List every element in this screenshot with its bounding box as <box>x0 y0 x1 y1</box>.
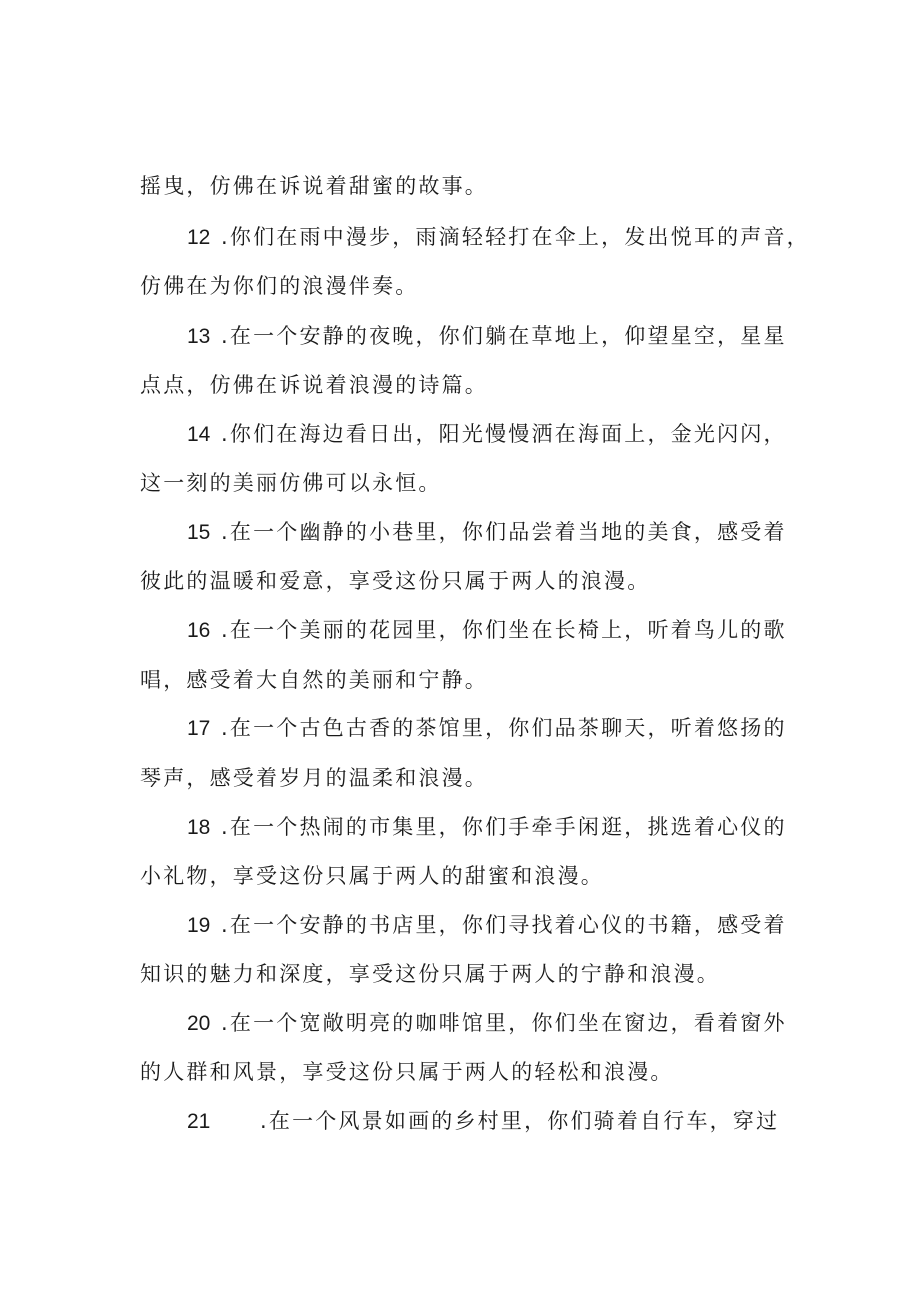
item-number: 21 <box>187 1110 211 1133</box>
line-text: 知识的魅力和深度，享受这份只属于两人的宁静和浪漫。 <box>140 962 720 986</box>
line-text: .在一个安静的夜晚，你们躺在草地上，仰望星空，星星 <box>221 324 787 348</box>
line-text: 仿佛在为你们的浪漫伴奏。 <box>140 274 419 298</box>
paragraph-12-continuation <box>140 276 418 297</box>
item-number: 16 <box>187 619 211 642</box>
paragraph-19 <box>187 915 787 936</box>
paragraph-15 <box>187 522 787 543</box>
paragraph-14-continuation <box>140 473 442 494</box>
line-text: 小礼物，享受这份只属于两人的甜蜜和浪漫。 <box>140 864 604 888</box>
paragraph-17 <box>187 718 787 739</box>
line-text: .在一个风景如画的乡村里，你们骑着自行车，穿过 <box>260 1109 780 1133</box>
paragraph-11-continuation <box>140 176 488 197</box>
line-text: 的人群和风景，享受这份只属于两人的轻松和浪漫。 <box>140 1060 674 1084</box>
line-text: 这一刻的美丽仿佛可以永恒。 <box>140 471 442 495</box>
line-text: .在一个古色古香的茶馆里，你们品茶聊天，听着悠扬的 <box>221 716 787 740</box>
line-text: .你们在海边看日出，阳光慢慢洒在海面上，金光闪闪， <box>221 422 787 446</box>
paragraph-15-continuation <box>140 571 650 592</box>
paragraph-17-continuation <box>140 768 488 789</box>
paragraph-18 <box>187 817 787 838</box>
paragraph-19-continuation <box>140 964 720 985</box>
paragraph-14 <box>187 424 787 445</box>
line-text: .在一个热闹的市集里，你们手牵手闲逛，挑选着心仪的 <box>221 815 787 839</box>
item-number: 13 <box>187 325 211 348</box>
paragraph-21 <box>187 1111 779 1132</box>
paragraph-16-continuation <box>140 670 488 691</box>
item-number: 12 <box>187 226 211 249</box>
item-number: 15 <box>187 521 211 544</box>
line-text: .在一个宽敞明亮的咖啡馆里，你们坐在窗边，看着窗外 <box>221 1011 787 1035</box>
paragraph-12 <box>187 227 810 248</box>
line-text: 点点，仿佛在诉说着浪漫的诗篇。 <box>140 373 488 397</box>
paragraph-20 <box>187 1013 787 1034</box>
item-number: 18 <box>187 816 211 839</box>
paragraph-18-continuation <box>140 866 604 887</box>
paragraph-20-continuation <box>140 1062 674 1083</box>
paragraph-13 <box>187 326 787 347</box>
line-text: .你们在雨中漫步，雨滴轻轻打在伞上，发出悦耳的声音， <box>221 225 810 249</box>
line-text: 琴声，感受着岁月的温柔和浪漫。 <box>140 766 488 790</box>
paragraph-16 <box>187 620 787 641</box>
line-text: .在一个美丽的花园里，你们坐在长椅上，听着鸟儿的歌 <box>221 618 787 642</box>
paragraph-13-continuation <box>140 375 488 396</box>
line-text: 唱，感受着大自然的美丽和宁静。 <box>140 668 488 692</box>
item-number: 17 <box>187 717 211 740</box>
item-number: 19 <box>187 914 211 937</box>
line-text: 摇曳，仿佛在诉说着甜蜜的故事。 <box>140 174 488 198</box>
line-text: .在一个幽静的小巷里，你们品尝着当地的美食，感受着 <box>221 520 787 544</box>
line-text: 彼此的温暖和爱意，享受这份只属于两人的浪漫。 <box>140 569 651 593</box>
line-text: .在一个安静的书店里，你们寻找着心仪的书籍，感受着 <box>221 913 787 937</box>
item-number: 14 <box>187 423 211 446</box>
item-number: 20 <box>187 1012 211 1035</box>
